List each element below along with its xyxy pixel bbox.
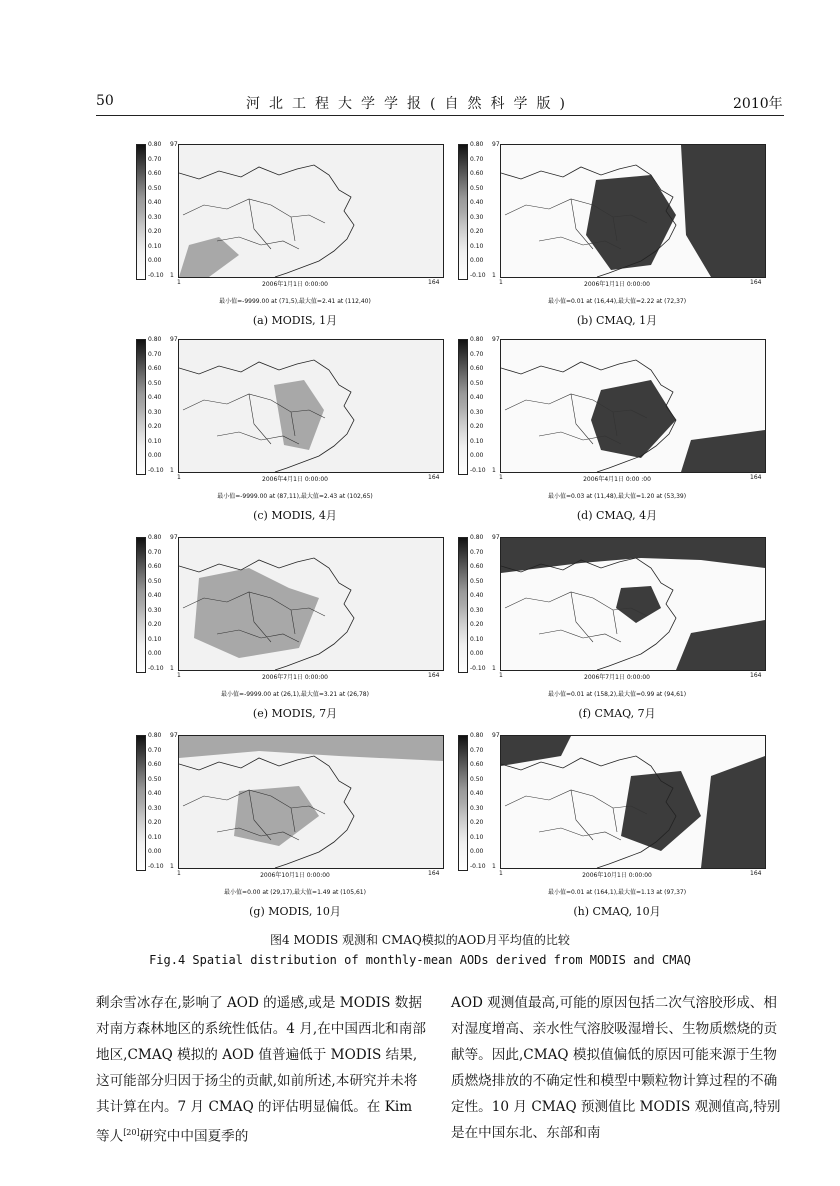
colorbar-tick: 0.60 (470, 563, 484, 570)
axis-y-bottom: 1 (170, 467, 174, 474)
colorbar-tick: 0.70 (148, 746, 162, 754)
axis-x-right: 164 (750, 474, 762, 481)
panel-minmax: 最小值=0.03 at (11,48),最大值=1.20 at (53,39) (547, 493, 687, 500)
colorbar-tick: -0.10 (470, 664, 486, 672)
colorbar-tick: 0.40 (470, 592, 484, 599)
panel-minmax: 最小值=-9999.00 at (87,11),最大值=2.43 at (102,65) (217, 493, 373, 500)
axis-x-right: 164 (750, 870, 762, 877)
colorbar-tick: 0.30 (148, 804, 162, 812)
axis-y-bottom: 1 (492, 665, 496, 672)
colorbar-tick: 0.60 (148, 365, 162, 372)
axis-x-left: 1 (177, 474, 181, 481)
colorbar-tick: 0.10 (148, 437, 162, 445)
axis-x-right: 164 (428, 870, 440, 877)
panel-caption: (h) CMAQ, 10月 (573, 905, 661, 918)
axis-y-bottom: 1 (492, 467, 496, 474)
colorbar-tick: 0.30 (148, 408, 162, 416)
panel-date: 2006年7月1日 0:00:00 (584, 674, 650, 681)
panel-minmax: 最小值=-9999.00 at (71,5),最大值=2.41 at (112,40) (219, 298, 371, 305)
body-column-left (96, 990, 428, 1150)
map-panel-c (130, 331, 460, 523)
colorbar-tick: 0.50 (470, 379, 484, 387)
colorbar-tick: 0.00 (148, 257, 162, 264)
colorbar (136, 537, 146, 673)
colorbar (136, 735, 146, 871)
panel-date: 2006年4月1日 0:00:00 (262, 476, 328, 483)
panel-date: 2006年10月1日 0:00:00 (582, 872, 652, 879)
axis-x-right: 164 (428, 672, 440, 679)
panel-minmax: 最小值=0.01 at (16,44),最大值=2.22 at (72,37) (547, 298, 687, 305)
colorbar-tick: 0.70 (148, 155, 162, 163)
axis-y-bottom: 1 (170, 272, 174, 279)
colorbar-tick: 0.20 (470, 423, 484, 430)
panel-date: 2006年4月1日 0:00 :00 (583, 476, 651, 483)
panel-minmax: 最小值=0.01 at (164,1),最大值=1.13 at (97,37) (547, 889, 687, 896)
page-number: 50 (96, 93, 114, 109)
colorbar-tick: 0.00 (470, 848, 484, 855)
map-panel-h (452, 727, 782, 919)
colorbar-tick: 0.30 (148, 213, 162, 221)
colorbar-tick: 0.10 (148, 635, 162, 643)
colorbar-tick: 0.70 (470, 350, 484, 358)
panel-caption: (c) MODIS, 4月 (253, 509, 337, 522)
journal-title: 河北工程大学学报(自然科学版) (246, 96, 574, 112)
colorbar-tick: 0.40 (470, 394, 484, 401)
panel-caption: (g) MODIS, 10月 (249, 905, 341, 918)
colorbar-tick: 0.80 (470, 732, 484, 739)
colorbar (458, 144, 468, 280)
axis-y-top: 97 (492, 534, 500, 541)
aod-map (178, 735, 444, 869)
aod-map (500, 735, 766, 869)
colorbar-tick: 0.20 (148, 621, 162, 628)
axis-y-top: 97 (492, 732, 500, 739)
panel-caption: (a) MODIS, 1月 (252, 314, 338, 327)
colorbar (458, 735, 468, 871)
paragraph-right: AOD 观测值最高,可能的原因包括二次气溶胶形成、相对湿度增高、亲水性气溶胶吸湿增长、生物质燃烧的贡献等。因此,CMAQ 模拟值偏低的原因可能来源于生物质燃烧排放的不确定性和模型中颗粒物计算过程的不确定性。10 月 CMAQ 预测值比 MODIS 观测值高,特别是在中国东北、东部和南 (451, 995, 781, 1141)
colorbar-tick: 0.00 (148, 452, 162, 459)
colorbar-tick: 0.10 (470, 242, 484, 250)
colorbar-tick: 0.40 (148, 394, 162, 401)
colorbar-tick: 0.20 (148, 819, 162, 826)
aod-map (178, 339, 444, 473)
colorbar-tick: 0.10 (470, 437, 484, 445)
colorbar-tick: -0.10 (148, 664, 164, 672)
axis-y-top: 97 (170, 141, 178, 148)
aod-map (500, 339, 766, 473)
colorbar-tick: 0.80 (470, 336, 484, 343)
axis-y-top: 97 (170, 336, 178, 343)
colorbar-tick: 0.80 (148, 336, 162, 343)
colorbar-tick: 0.30 (470, 606, 484, 614)
panel-date: 2006年7月1日 0:00:00 (262, 674, 328, 681)
journal-year: 2010年 (733, 96, 783, 112)
aod-map (500, 144, 766, 278)
axis-x-left: 1 (499, 870, 503, 877)
axis-y-top: 97 (492, 141, 500, 148)
colorbar-tick: 0.70 (470, 548, 484, 556)
colorbar-tick: 0.40 (470, 199, 484, 206)
axis-y-top: 97 (492, 336, 500, 343)
colorbar-tick: -0.10 (148, 466, 164, 474)
axis-x-left: 1 (499, 279, 503, 286)
axis-y-top: 97 (170, 732, 178, 739)
colorbar-tick: 0.80 (470, 141, 484, 148)
axis-x-left: 1 (177, 279, 181, 286)
colorbar-tick: 0.80 (470, 534, 484, 541)
colorbar-tick: 0.80 (148, 534, 162, 541)
colorbar-tick: 0.30 (470, 213, 484, 221)
colorbar-tick: 0.50 (470, 577, 484, 585)
map-panel-a (130, 136, 460, 328)
colorbar-tick: 0.40 (148, 592, 162, 599)
colorbar-tick: 0.50 (148, 184, 162, 192)
colorbar-tick: -0.10 (148, 271, 164, 279)
panel-minmax: 最小值=-9999.00 at (26,1),最大值=3.21 at (26,78) (221, 691, 369, 698)
colorbar-tick: 0.70 (470, 746, 484, 754)
colorbar-tick: 0.00 (148, 848, 162, 855)
axis-x-left: 1 (177, 672, 181, 679)
header-rule (96, 115, 784, 116)
panel-minmax: 最小值=0.01 at (158,2),最大值=0.99 at (94,61) (547, 691, 687, 698)
colorbar-tick: 0.60 (470, 761, 484, 768)
text-left-2: 研究中中国夏季的 (139, 1128, 249, 1145)
axis-y-bottom: 1 (492, 272, 496, 279)
colorbar (458, 339, 468, 475)
axis-x-right: 164 (750, 279, 762, 286)
text-left-1: 剩余雪冰存在,影响了 AOD 的遥感,或是 MODIS 数据对南方森林地区的系统性低估。4 月,在中国西北和南部地区,CMAQ 模拟的 AOD 值普遍低于 MODIS 结果,这可能部分归因于扬尘的贡献,如前所述,本研究并未将其计算在内。7 月 CMAQ 的评估明显偏低。在 Kim 等人 (96, 995, 426, 1145)
axis-x-left: 1 (499, 672, 503, 679)
colorbar-tick: 0.70 (470, 155, 484, 163)
running-header (0, 93, 840, 117)
colorbar-tick: 0.50 (148, 775, 162, 783)
figure-caption-en: Fig.4 Spatial distribution of monthly-mean AODs derived from MODIS and CMAQ (149, 953, 691, 967)
colorbar-tick: -0.10 (470, 862, 486, 870)
colorbar-tick: 0.80 (148, 141, 162, 148)
axis-x-left: 1 (499, 474, 503, 481)
axis-y-bottom: 1 (170, 665, 174, 672)
panel-caption: (f) CMAQ, 7月 (578, 707, 656, 720)
colorbar-tick: 0.00 (148, 650, 162, 657)
panel-caption: (d) CMAQ, 4月 (576, 509, 658, 522)
colorbar-tick: 0.30 (470, 804, 484, 812)
colorbar-tick: 0.60 (470, 170, 484, 177)
citation-ref: [20] (123, 1128, 140, 1137)
aod-map (178, 144, 444, 278)
colorbar-tick: 0.20 (470, 819, 484, 826)
colorbar-tick: 0.50 (148, 577, 162, 585)
colorbar-tick: 0.10 (470, 635, 484, 643)
colorbar-tick: 0.80 (148, 732, 162, 739)
axis-x-right: 164 (428, 279, 440, 286)
colorbar-tick: 0.30 (148, 606, 162, 614)
colorbar-tick: -0.10 (148, 862, 164, 870)
colorbar-tick: 0.60 (148, 170, 162, 177)
map-panel-d (452, 331, 782, 523)
colorbar-tick: 0.20 (148, 228, 162, 235)
colorbar-tick: 0.10 (148, 242, 162, 250)
map-panel-b (452, 136, 782, 328)
colorbar-tick: 0.70 (148, 548, 162, 556)
colorbar-tick: 0.40 (470, 790, 484, 797)
map-panel-g (130, 727, 460, 919)
colorbar (136, 144, 146, 280)
aod-map (500, 537, 766, 671)
colorbar-tick: 0.20 (470, 228, 484, 235)
colorbar-tick: 0.60 (470, 365, 484, 372)
colorbar-tick: 0.50 (470, 184, 484, 192)
colorbar-tick: 0.40 (148, 199, 162, 206)
colorbar-tick: 0.20 (470, 621, 484, 628)
colorbar-tick: 0.50 (148, 379, 162, 387)
colorbar-tick: 0.10 (148, 833, 162, 841)
panel-date: 2006年1月1日 0:00:00 (584, 281, 650, 288)
axis-y-bottom: 1 (170, 863, 174, 870)
colorbar-tick: 0.00 (470, 452, 484, 459)
colorbar-tick: 0.00 (470, 650, 484, 657)
axis-y-bottom: 1 (492, 863, 496, 870)
colorbar-tick: 0.60 (148, 563, 162, 570)
axis-y-top: 97 (170, 534, 178, 541)
axis-x-right: 164 (428, 474, 440, 481)
panel-date: 2006年1月1日 0:00:00 (262, 281, 328, 288)
map-panel-e (130, 529, 460, 721)
colorbar-tick: 0.40 (148, 790, 162, 797)
colorbar-tick: 0.30 (470, 408, 484, 416)
colorbar-tick: 0.00 (470, 257, 484, 264)
colorbar-tick: 0.70 (148, 350, 162, 358)
panel-caption: (e) MODIS, 7月 (252, 707, 338, 720)
colorbar (458, 537, 468, 673)
panel-caption: (b) CMAQ, 1月 (576, 314, 658, 327)
panel-date: 2006年10月1日 0:00:00 (260, 872, 330, 879)
paragraph-left (96, 990, 428, 1150)
figure-caption-cn: 图4 MODIS 观测和 CMAQ模拟的AOD月平均值的比较 (270, 933, 570, 947)
colorbar-tick: 0.20 (148, 423, 162, 430)
axis-x-right: 164 (750, 672, 762, 679)
body-column-right (451, 990, 783, 1146)
colorbar (136, 339, 146, 475)
panel-minmax: 最小值=0.00 at (29,17),最大值=1.49 at (105,61) (224, 889, 366, 896)
colorbar-tick: 0.60 (148, 761, 162, 768)
colorbar-tick: -0.10 (470, 466, 486, 474)
map-panel-f (452, 529, 782, 721)
colorbar-tick: 0.50 (470, 775, 484, 783)
colorbar-tick: -0.10 (470, 271, 486, 279)
aod-map (178, 537, 444, 671)
colorbar-tick: 0.10 (470, 833, 484, 841)
axis-x-left: 1 (177, 870, 181, 877)
